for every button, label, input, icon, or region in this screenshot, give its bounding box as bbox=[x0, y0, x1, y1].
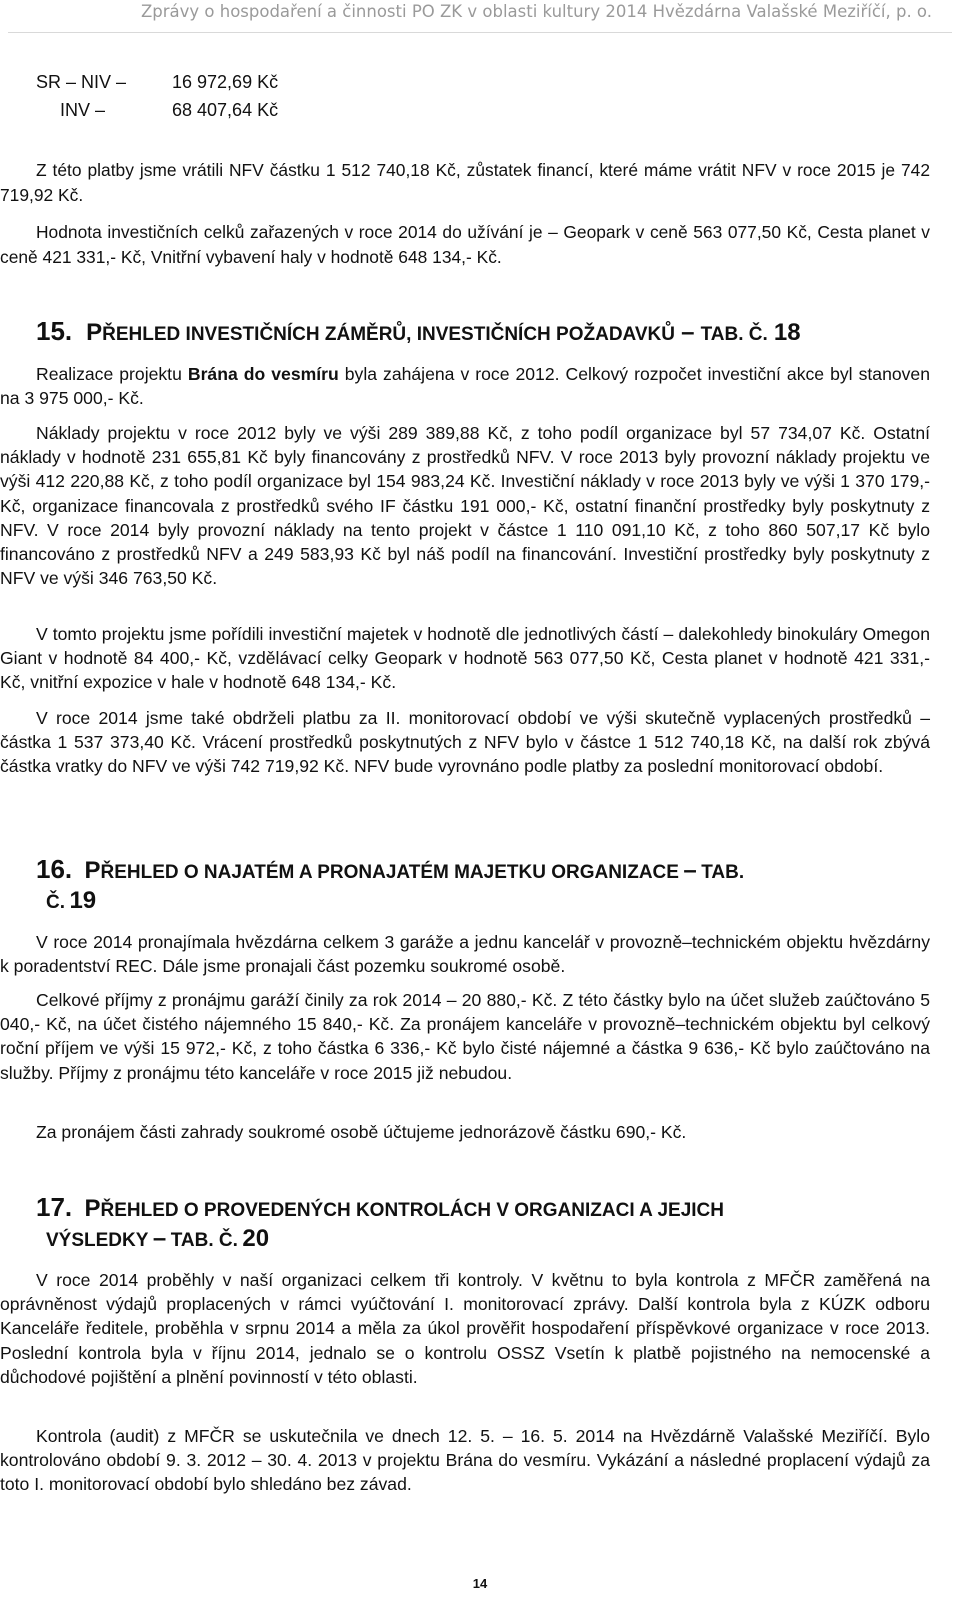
section-17-dash: – bbox=[152, 1225, 167, 1252]
section-15-title-initial: P bbox=[86, 319, 103, 346]
section-16-number: 16. bbox=[36, 854, 73, 884]
section-15-tab-number: 18 bbox=[773, 319, 801, 346]
section-17-tab-number: 20 bbox=[242, 1225, 270, 1252]
project-name: Brána do vesmíru bbox=[187, 364, 339, 384]
section-16-paragraph-2: Celkové příjmy z pronájmu garáží činily za rok 2014 – 20 880,- Kč. Z této částky bylo na účet služeb zaúčtováno 5 040,- Kč, na účet čistého nájemného 15 840,- Kč. Za pronájem kanceláře v provozně–technickém objektu byl celkový roční příjem ve výši 15 972,- Kč, z toho částka 6 336,- Kč bylo čisté nájemné a částka 9 636,- Kč bylo zaúčtováno na služby. Příjmy z pronájmu této kanceláře v roce 2015 již nebudou. bbox=[0, 990, 930, 1083]
section-16-heading-line-2 bbox=[46, 884, 926, 921]
section-16-title: ŘEHLED O NAJATÉM A PRONAJATÉM MAJETKU ORGANIZACE bbox=[100, 862, 679, 883]
section-15-number: 15. bbox=[36, 316, 73, 346]
section-16-dash: – bbox=[683, 857, 697, 884]
section-17-number: 17. bbox=[36, 1192, 73, 1222]
section-15-paragraph-4: V roce 2014 jsme také obdrželi platbu za II. monitorovací období ve výši skutečně vyplacených prostředků – částka 1 537 373,40 Kč. Vrácení prostředků poskytnutých z NFV bylo v částce 1 512 740,18 Kč, na další rok zbývá částka vratky do NFV ve výši 742 719,92 Kč. NFV bude vyrovnáno podle platby za poslední monitorovací období. bbox=[0, 708, 930, 777]
paragraph-investment-value: Hodnota investičních celků zařazených v roce 2014 do užívání je – Geopark v ceně 563 077,50 Kč, Cesta planet v ceně 421 331,- Kč, Vnitřní vybavení haly v hodnotě 648 134,- Kč. bbox=[0, 222, 930, 267]
paragraph-refund: Z této platby jsme vrátili NFV částku 1 512 740,18 Kč, zůstatek financí, které máme vrátit NFV v roce 2015 je 742 719,92 Kč. bbox=[0, 160, 930, 205]
section-16-tab-number: 19 bbox=[69, 887, 97, 914]
amount-value-inv: 68 407,64 Kč bbox=[172, 100, 279, 120]
section-17-tab-prefix: TAB. Č. bbox=[170, 1230, 238, 1251]
amount-label-inv: INV – bbox=[60, 100, 106, 120]
section-15-title: ŘEHLED INVESTIČNÍCH ZÁMĚRŮ, INVESTIČNÍCH POŽADAVKŮ bbox=[102, 324, 675, 345]
section-17-paragraph-1: V roce 2014 proběhly v naší organizaci celkem tři kontroly. V květnu to byla kontrola z MFČR zaměřená na oprávněnost výdajů proplacených v rámci vyúčtování I. monitorovací zprávy. Další kontrola byla z KÚZK odboru Kanceláře ředitele, proběhla v srpnu 2014 a měla za úkol prověřit hospodaření příspěvkové organizace v roce 2013. Poslední kontrola byla v říjnu 2014, jednalo se o kontrolu OSSZ Vsetín k platbě pojistného na nemocenské a důchodové pojištění a plnění povinností v této oblasti. bbox=[0, 1270, 930, 1387]
section-15-paragraph-1 bbox=[0, 362, 930, 410]
section-16-tab-prefix: TAB. bbox=[701, 862, 745, 883]
section-15-heading bbox=[36, 314, 801, 352]
section-16-paragraph-3: Za pronájem části zahrady soukromé osobě účtujeme jednorázově částku 690,- Kč. bbox=[36, 1122, 687, 1142]
section-17-paragraph-2: Kontrola (audit) z MFČR se uskutečnila ve dnech 12. 5. – 16. 5. 2014 na Hvězdárně Valašské Meziříčí. Bylo kontrolováno období 9. 3. 2012 – 30. 4. 2013 v projektu Brána do vesmíru. Vykázání a následné proplacení výdajů za toto I. monitorovací období bylo shledáno bez závad. bbox=[0, 1426, 930, 1495]
running-header: Zprávy o hospodaření a činnosti PO ZK v oblasti kultury 2014 Hvězdárna Valašské Meziříčí, p. o. bbox=[140, 2, 932, 21]
text-span: Realizace projektu bbox=[36, 364, 188, 384]
section-16-paragraph-1: V roce 2014 pronajímala hvězdárna celkem 3 garáže a jednu kancelář v provozně–technickém objektu hvězdárny k poradentství REC. Dále jsme pronajali část pozemku soukromé osobě. bbox=[0, 932, 930, 977]
amount-value-sr-niv: 16 972,69 Kč bbox=[172, 72, 279, 92]
header-divider bbox=[8, 32, 952, 33]
section-15-paragraph-2: Náklady projektu v roce 2012 byly ve výši 289 389,88 Kč, z toho podíl organizace byl 57 734,07 Kč. Ostatní náklady v hodnotě 231 655,81 Kč byly financovány z prostředků NFV. V roce 2013 byly provozní náklady projektu ve výši 412 220,88 Kč, z toho podíl organizace byl 154 983,24 Kč. Investiční náklady v roce 2013 byly ve výši 1 370 179,- Kč, organizace financovala z prostředků svého IF částku 191 000,- Kč, ostatní finanční prostředky byly poskytnuty z NFV. V roce 2014 byly provozní náklady na tento projekt v částce 1 110 091,10 Kč, z toho 860 507,17 Kč bylo financováno z prostředků NFV a 249 583,93 Kč byl náš podíl na financování. Investiční prostředky byly poskytnuty z NFV ve výši 346 763,50 Kč. bbox=[0, 423, 930, 589]
page-number: 14 bbox=[472, 1576, 488, 1591]
amount-label-sr-niv: SR – NIV – bbox=[36, 72, 127, 92]
section-17-title: ŘEHLED O PROVEDENÝCH KONTROLÁCH V ORGANIZACI A JEJICH bbox=[100, 1200, 724, 1221]
text-span: byla zahájena v roce 2012. Celkový rozpočet investiční akce byl stanoven na 3 975 000,- Kč. bbox=[0, 364, 931, 409]
section-16-title-initial: P bbox=[84, 857, 101, 884]
section-17-title-line-2: VÝSLEDKY bbox=[46, 1230, 149, 1251]
section-15-dash: – bbox=[681, 319, 695, 346]
section-15-tab-prefix: TAB. Č. bbox=[700, 324, 768, 345]
section-15-paragraph-3: V tomto projektu jsme pořídili investiční majetek v hodnotě dle jednotlivých částí – dalekohledy binokuláry Omegon Giant v hodnotě 84 400,- Kč, vzdělávací celky Geopark v hodnotě 563 077,50 Kč, Cesta planet v hodnotě 421 331,- Kč, vnitřní expozice v hale v hodnotě 648 134,- Kč. bbox=[0, 624, 930, 693]
section-17-title-initial: P bbox=[84, 1195, 101, 1222]
section-17-heading-line-2 bbox=[46, 1222, 926, 1259]
section-16-tab-prefix-2: Č. bbox=[46, 892, 65, 913]
